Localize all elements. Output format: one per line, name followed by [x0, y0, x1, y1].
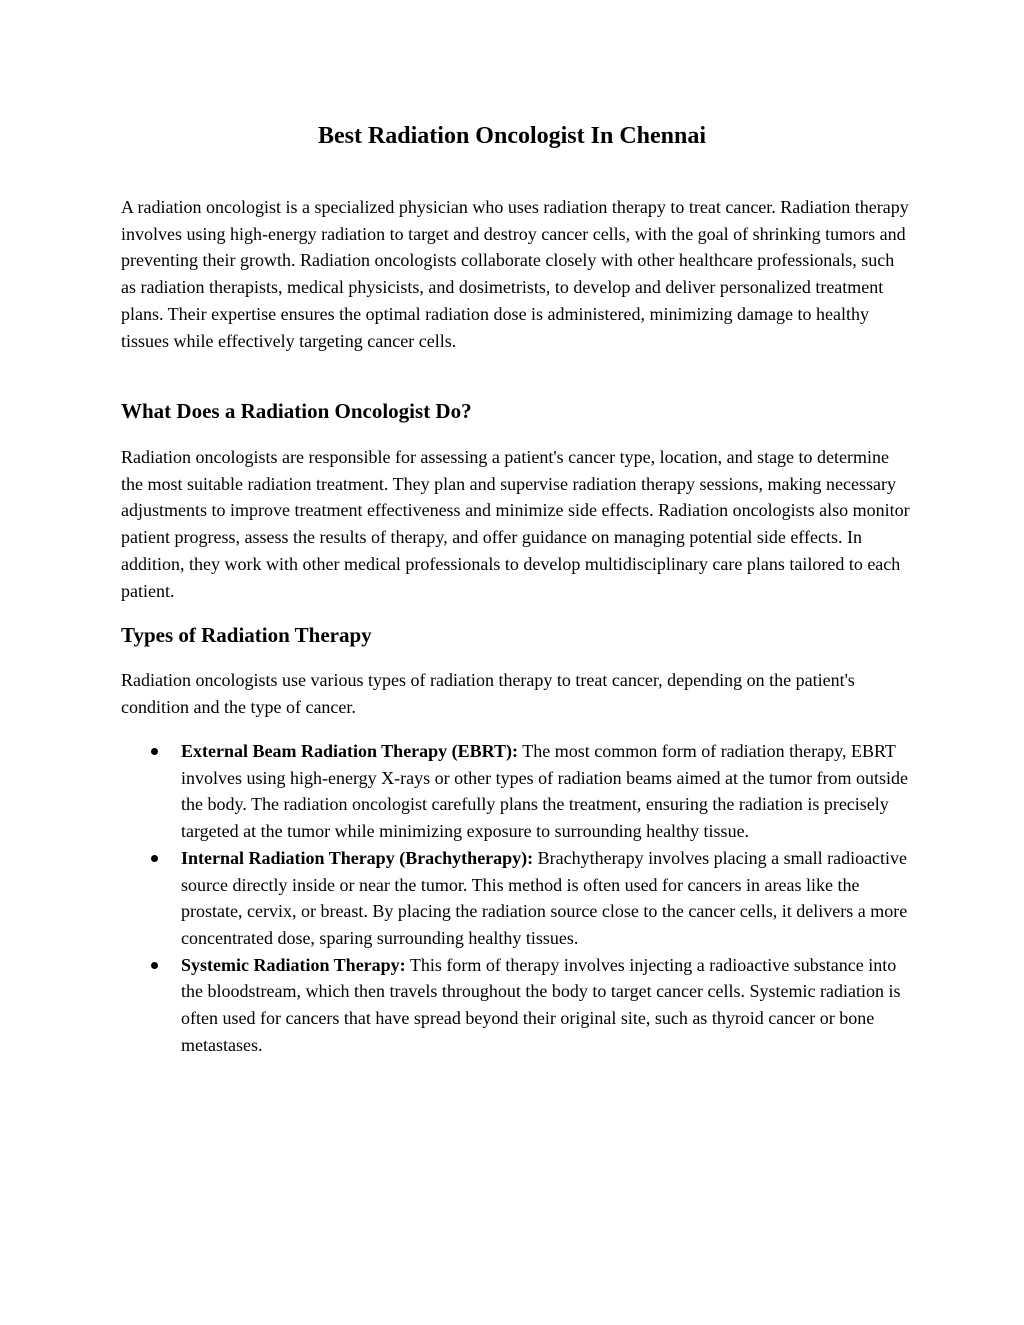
list-item — [181, 952, 909, 1059]
therapy-description: Brachytherapy involves placing a small radioactive source directly inside or near the tumor. This method is often used for cancers in areas like the prostate, cervix, or breast. By placing the radiation source close to the cancer cells, it delivers a more concentrated dose, sparing surrounding healthy tissues. — [181, 847, 908, 948]
therapy-description: The most common form of radiation therapy, EBRT involves using high-energy X-rays or other types of radiation beams aimed at the tumor from outside the body. The radiation oncologist carefully plans the treatment, ensuring the radiation is precisely targeted at the tumor while minimizing exposure to surrounding healthy tissue. — [181, 741, 908, 842]
intro-paragraph: A radiation oncologist is a specialized physician who uses radiation therapy to treat cancer. Radiation therapy involves using high-energy radiation to target and destroy cancer cells, with the goal of shrinking tumors and preventing their growth. Radiation oncologists collaborate closely with other healthcare professionals, such as radiation therapists, medical physicists, and dosimetrists, to develop and deliver personalized treatment plans. Their expertise ensures the optimal radiation dose is administered, minimizing damage to healthy tissues while effectively targeting cancer cells. — [121, 197, 909, 351]
therapy-types-list — [181, 738, 909, 1058]
therapy-term: External Beam Radiation Therapy (EBRT): — [181, 741, 519, 761]
list-item — [181, 845, 909, 952]
therapy-term: Internal Radiation Therapy (Brachytherapy): — [181, 847, 534, 868]
therapy-term: Systemic Radiation Therapy: — [181, 954, 406, 975]
bullet-icon — [151, 855, 158, 862]
section-heading-what-does: What Does a Radiation Oncologist Do? — [121, 399, 472, 423]
section-body-types: Radiation oncologists use various types of radiation therapy to treat cancer, depending on the patient's condition and the type of cancer. — [121, 670, 855, 717]
bullet-icon — [151, 962, 158, 969]
section-heading-types: Types of Radiation Therapy — [121, 623, 372, 647]
bullet-icon — [151, 748, 158, 755]
page-title: Best Radiation Oncologist In Chennai — [317, 123, 707, 149]
section-body-what-does: Radiation oncologists are responsible for assessing a patient's cancer type, location, and stage to determine the most suitable radiation treatment. They plan and supervise radiation therapy sessions, making necessary adjustments to improve treatment effectiveness and minimize side effects. Radiation oncologists also monitor patient progress, assess the results of therapy, and offer guidance on managing potential side effects. In addition, they work with other medical professionals to develop multidisciplinary care plans tailored to each patient. — [121, 447, 910, 601]
list-item — [181, 738, 909, 845]
therapy-description: This form of therapy involves injecting a radioactive substance into the bloodstream, which then travels throughout the body to target cancer cells. Systemic radiation is often used for cancers that have spread beyond their original site, such as thyroid cancer or bone metastases. — [181, 954, 901, 1055]
